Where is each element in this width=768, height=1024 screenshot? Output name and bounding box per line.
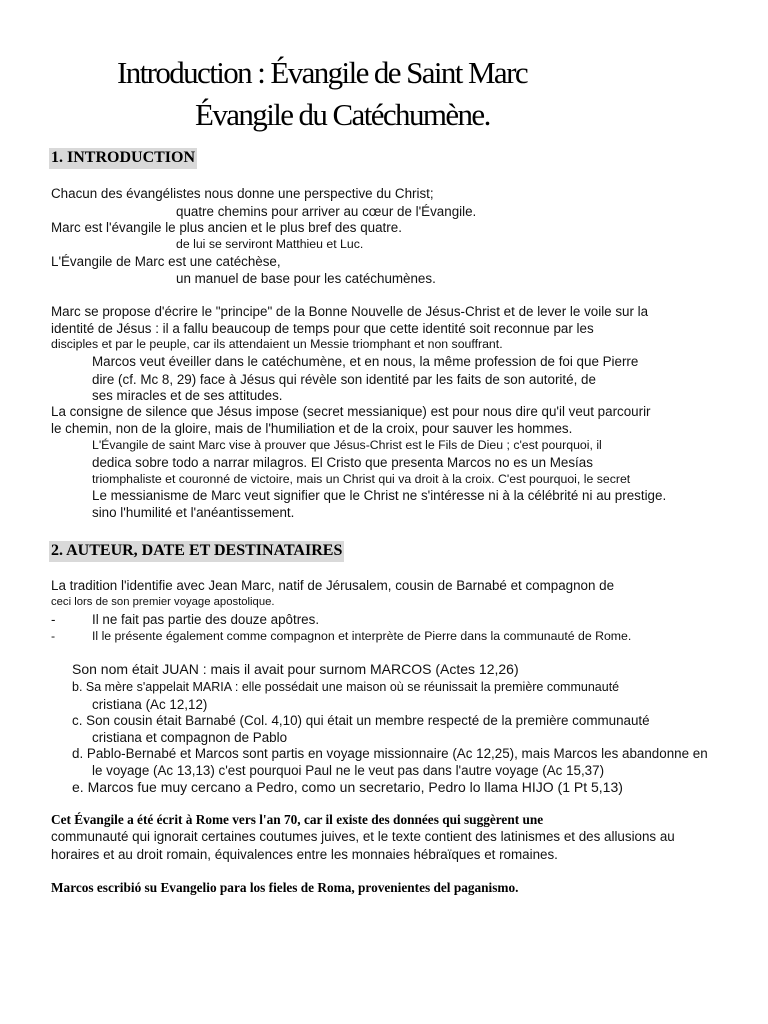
dash-item: Il le présente également comme compagnon et interprète de Pierre dans la communauté de Rome. <box>92 629 632 643</box>
list-item: le voyage (Ac 13,13) c'est pourquoi Paul ne le veut pas dans l'autre voyage (Ac 15,37) <box>92 763 605 778</box>
title-line-2: Évangile du Catéchumène. <box>195 97 490 132</box>
paragraph-line: identité de Jésus : il a fallu beaucoup de temps pour que cette identité soit reconnue par les <box>51 321 594 336</box>
tradition-line: La tradition l'identifie avec Jean Marc, natif de Jérusalem, cousin de Barnabé et compagnon de <box>51 578 615 593</box>
section-1-heading: 1. INTRODUCTION <box>49 148 197 169</box>
paragraph-line: Marc se propose d'écrire le "principe" de la Bonne Nouvelle de Jésus-Christ et de lever le voile sur la <box>51 304 649 319</box>
intro-line: L'Évangile de Marc est une catéchèse, <box>51 254 281 269</box>
paragraph-line: triomphaliste et couronné de victoire, mais un Christ qui va droit à la croix. C'est pourquoi, le secret <box>92 472 631 486</box>
list-item: d. Pablo-Bernabé et Marcos sont partis en voyage missionnaire (Ac 12,25), mais Marcos les abandonne en <box>72 746 708 761</box>
list-item: c. Son cousin était Barnabé (Col. 4,10) qui était un membre respecté de la première communauté <box>72 713 650 728</box>
paragraph-line: dire (cf. Mc 8, 29) face à Jésus qui révèle son identité par les faits de son autorité, de <box>92 372 596 387</box>
paragraph-line: L'Évangile de saint Marc vise à prouver que Jésus-Christ est le Fils de Dieu ; c'est pourquoi, il <box>92 438 602 452</box>
paragraph-line: dedica sobre todo a narrar milagros. El Cristo que presenta Marcos no es un Mesías <box>92 455 593 470</box>
section-2-heading: 2. AUTEUR, DATE ET DESTINATAIRES <box>49 541 344 562</box>
list-item: Son nom était JUAN : mais il avait pour surnom MARCOS (Actes 12,26) <box>72 661 519 677</box>
paragraph-line: le chemin, non de la gloire, mais de l'humiliation et de la croix, pour sauver les hommes. <box>51 421 573 436</box>
dash-marker: - <box>51 612 56 627</box>
date-line: communauté qui ignorait certaines coutumes juives, et le texte contient des latinismes et des allusions au <box>51 829 675 844</box>
paragraph-line: disciples et par le peuple, car ils attendaient un Messie triomphant et non souffrant. <box>51 337 503 351</box>
intro-line: quatre chemins pour arriver au cœur de l'Évangile. <box>176 204 477 219</box>
list-item: e. Marcos fue muy cercano a Pedro, como un secretario, Pedro lo llama HIJO (1 Pt 5,13) <box>72 779 623 795</box>
list-item: b. Sa mère s'appelait MARIA : elle possédait une maison où se réunissait la première communauté <box>72 680 620 694</box>
intro-line: de lui se serviront Matthieu et Luc. <box>176 237 364 251</box>
list-item: cristiana et compagnon de Pablo <box>92 730 288 745</box>
tradition-line: ceci lors de son premier voyage apostolique. <box>51 596 275 608</box>
list-item: cristiana (Ac 12,12) <box>92 697 208 712</box>
paragraph-line: sino l'humilité et l'anéantissement. <box>92 505 295 520</box>
title-line-1: Introduction : Évangile de Saint Marc <box>117 55 527 90</box>
paragraph-line: Marcos veut éveiller dans le catéchumène, et en nous, la même profession de foi que Pierre <box>92 354 639 369</box>
intro-line: Chacun des évangélistes nous donne une perspective du Christ; <box>51 186 434 201</box>
dash-marker: - <box>51 629 56 643</box>
intro-line: Marc est l'évangile le plus ancien et le plus bref des quatre. <box>51 220 402 235</box>
paragraph-line: ses miracles et de ses attitudes. <box>92 388 283 403</box>
paragraph-line: La consigne de silence que Jésus impose (secret messianique) est pour nous dire qu'il veut parcourir <box>51 404 651 419</box>
intro-line: un manuel de base pour les catéchumènes. <box>176 271 436 286</box>
date-line: horaires et au droit romain, équivalences entre les monnaies hébraïques et romaines. <box>51 847 558 862</box>
date-bold-line: Cet Évangile a été écrit à Rome vers l'an 70, car il existe des données qui suggèrent une <box>51 812 544 827</box>
closing-bold-line: Marcos escribió su Evangelio para los fieles de Roma, provenientes del paganismo. <box>51 880 519 895</box>
dash-item: Il ne fait pas partie des douze apôtres. <box>92 612 320 627</box>
paragraph-line: Le messianisme de Marc veut signifier que le Christ ne s'intéresse ni à la célébrité ni au prestige. <box>92 488 667 503</box>
